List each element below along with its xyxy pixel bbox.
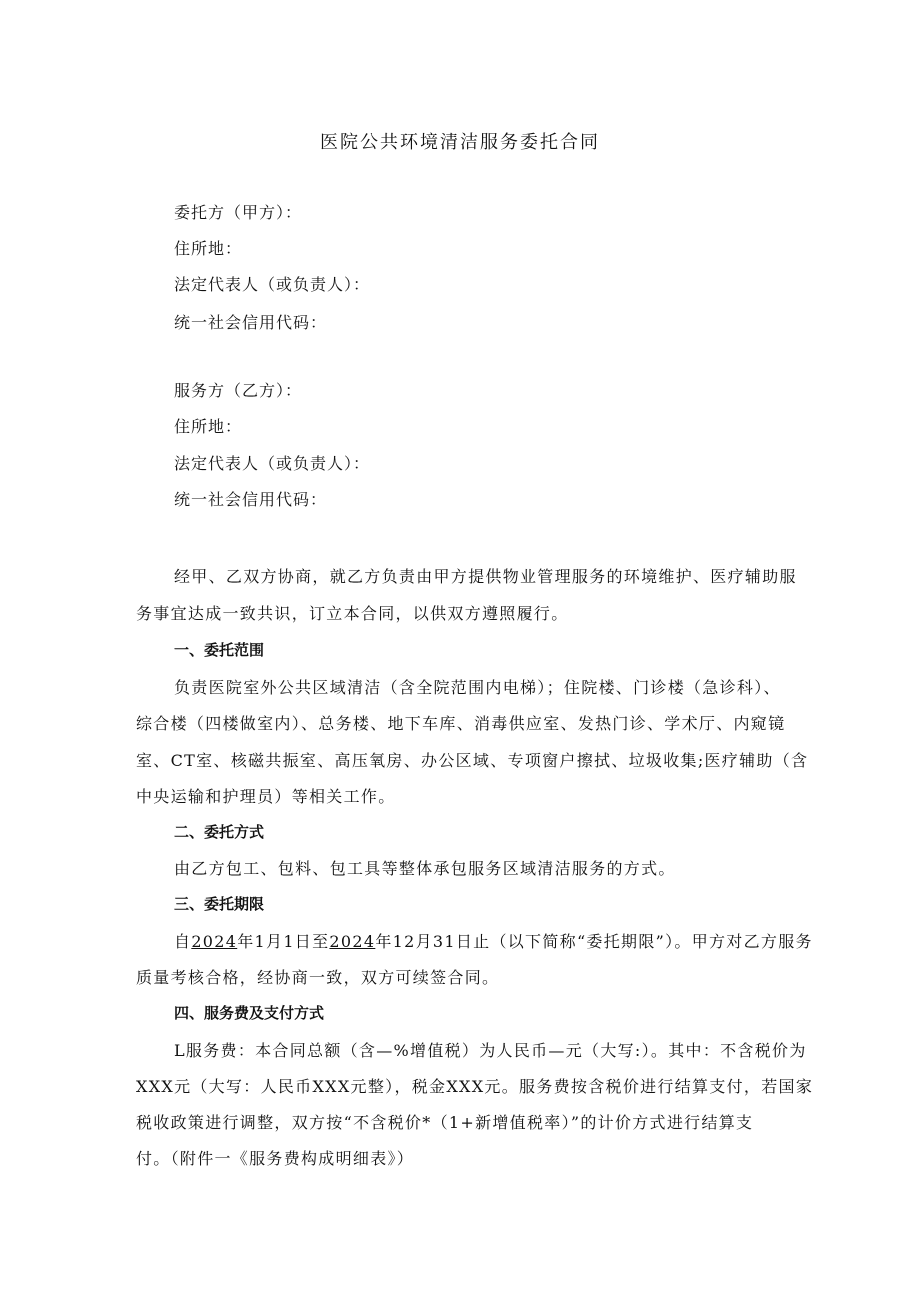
party-a-representative: 法定代表人（或负责人）： — [174, 275, 371, 294]
party-b-credit-code: 统一社会信用代码： — [174, 490, 328, 509]
party-b-representative: 法定代表人（或负责人）： — [174, 454, 371, 473]
section-2-heading: 二、委托方式 — [174, 823, 265, 841]
section-4-line: XXX元（大写：人民币XXX元整），税金XXX元。服务费按含税价进行结算支付，若国家 — [136, 1077, 814, 1096]
party-a-label: 委托方（甲方）： — [174, 203, 303, 222]
section-4-line: 付。（附件一《服务费构成明细表》） — [136, 1149, 415, 1168]
section-3-line: 质量考核合格，经协商一致，双方可续签合同。 — [136, 968, 500, 987]
party-b-label: 服务方（乙方）： — [174, 381, 303, 400]
section-4-heading: 四、服务费及支付方式 — [174, 1004, 325, 1022]
end-year: 2024 — [329, 932, 376, 951]
section-3-line — [174, 929, 813, 952]
section-1-heading: 一、委托范围 — [174, 641, 265, 659]
text-fragment: 自 — [174, 932, 192, 951]
document-title: 医院公共环境清洁服务委托合同 — [320, 132, 600, 153]
section-4-line: L服务费：本合同总额（含—%增值税）为人民币—元（大写:）。其中：不含税价为 — [174, 1041, 807, 1060]
party-a-credit-code: 统一社会信用代码： — [174, 313, 328, 332]
section-1-line: 负责医院室外公共区域清洁（含全院范围内电梯）；住院楼、门诊楼（急诊科）、 — [174, 678, 781, 697]
text-fragment: 年1月1日至 — [237, 932, 330, 951]
section-4-line: 税收政策进行调整，双方按“不含税价*（1+新增值税率）”的计价方式进行结算支 — [136, 1113, 754, 1132]
intro-line: 经甲、乙双方协商，就乙方负责由甲方提供物业管理服务的环境维护、医疗辅助服 — [174, 567, 797, 586]
section-1-line: 室、CT室、核磁共振室、高压氧房、办公区域、专项窗户擦拭、垃圾收集;医疗辅助（含 — [136, 751, 809, 770]
section-1-line: 中央运输和护理员）等相关工作。 — [136, 787, 396, 806]
section-3-heading: 三、委托期限 — [174, 895, 265, 913]
section-2-line: 由乙方包工、包料、包工具等整体承包服务区域清洁服务的方式。 — [174, 859, 676, 878]
intro-line: 务事宜达成一致共识，订立本合同，以供双方遵照履行。 — [136, 604, 569, 623]
start-year: 2024 — [191, 932, 238, 951]
party-b-address: 住所地： — [174, 417, 243, 436]
section-1-line: 综合楼（四楼做室内）、总务楼、地下车库、消毒供应室、发热门诊、学术厅、内窥镜 — [136, 714, 786, 733]
party-a-address: 住所地： — [174, 239, 243, 258]
text-fragment: 年12月31日止（以下简称“委托期限”）。甲方对乙方服务 — [375, 932, 813, 951]
